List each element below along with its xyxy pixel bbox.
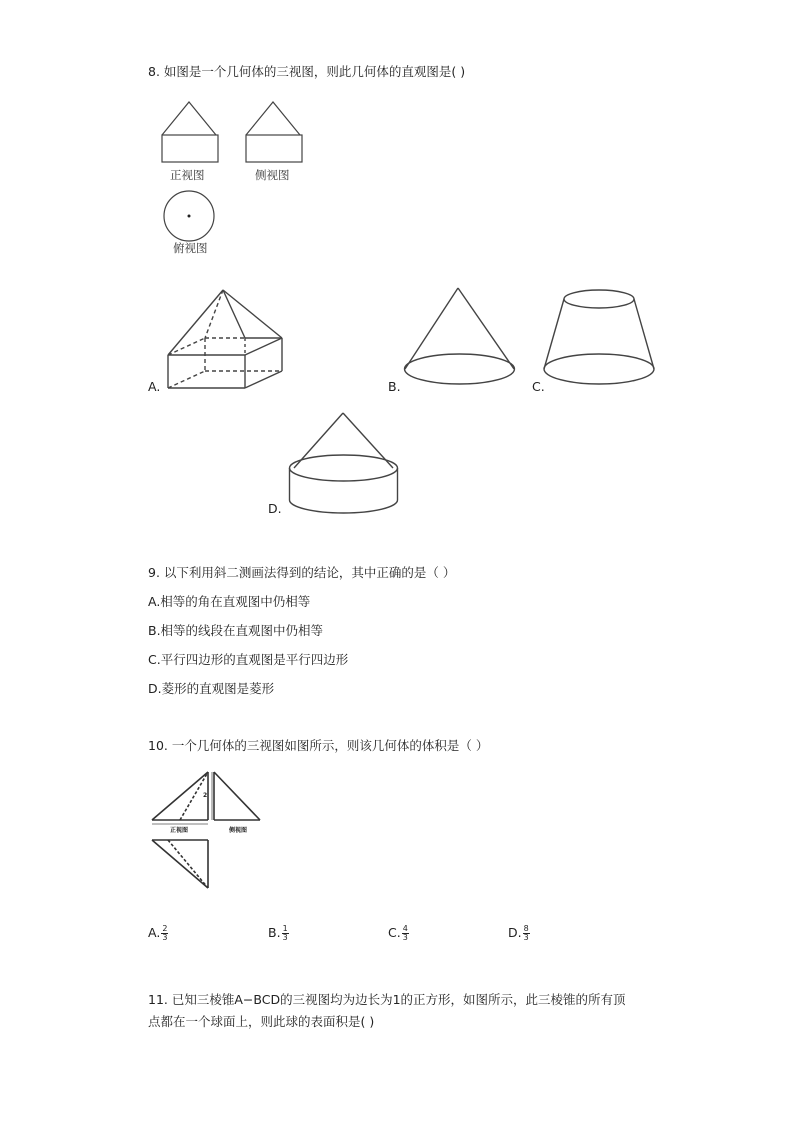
q10-option-c: C. $\frac{4}{3}$ bbox=[388, 924, 408, 942]
q8-option-b-label: B. bbox=[388, 379, 401, 394]
q10-dimension-label: 2 bbox=[203, 792, 208, 799]
q9-option-d: D.菱形的直观图是菱形 bbox=[148, 681, 275, 696]
q11-stem-line2: 点都在一个球面上，则此球的表面积是( ) bbox=[148, 1014, 375, 1029]
q10-option-a: A. $\frac{2}{3}$ bbox=[148, 924, 168, 942]
top-view-label: 俯视图 bbox=[173, 241, 208, 255]
q10-option-b: B. $\frac{1}{3}$ bbox=[268, 924, 288, 942]
option-d-figure bbox=[285, 410, 407, 516]
q10-three-views-figure bbox=[150, 770, 265, 890]
q11-stem-line1: 11. 已知三棱锥A−BCD的三视图均为边长为1的正方形，如图所示，此三棱锥的所有顶 bbox=[148, 992, 626, 1007]
q10-stem: 10. 一个几何体的三视图如图所示，则该几何体的体积是（ ） bbox=[148, 738, 489, 753]
q8-option-d-label: D. bbox=[268, 501, 282, 516]
q9-option-c: C.平行四边形的直观图是平行四边形 bbox=[148, 652, 349, 667]
q10-option-d: D. $\frac{8}{3}$ bbox=[508, 924, 529, 942]
q8-option-c-label: C. bbox=[532, 379, 545, 394]
q8-stem: 8. 如图是一个几何体的三视图，则此几何体的直观图是( ) bbox=[148, 64, 466, 79]
option-a-figure bbox=[165, 288, 290, 393]
option-c-figure bbox=[543, 288, 659, 388]
q10-side-view-label: 侧视图 bbox=[229, 827, 248, 834]
front-view-label: 正视图 bbox=[170, 168, 205, 182]
q10-front-view-label: 正视图 bbox=[170, 827, 189, 834]
q9-stem: 9. 以下利用斜二测画法得到的结论，其中正确的是（ ） bbox=[148, 565, 456, 580]
q9-option-b: B.相等的线段在直观图中仍相等 bbox=[148, 623, 324, 638]
q8-option-a-label: A. bbox=[148, 379, 161, 394]
q9-option-a: A.相等的角在直观图中仍相等 bbox=[148, 594, 311, 609]
side-view-label: 侧视图 bbox=[255, 168, 290, 182]
option-b-figure bbox=[400, 285, 520, 387]
